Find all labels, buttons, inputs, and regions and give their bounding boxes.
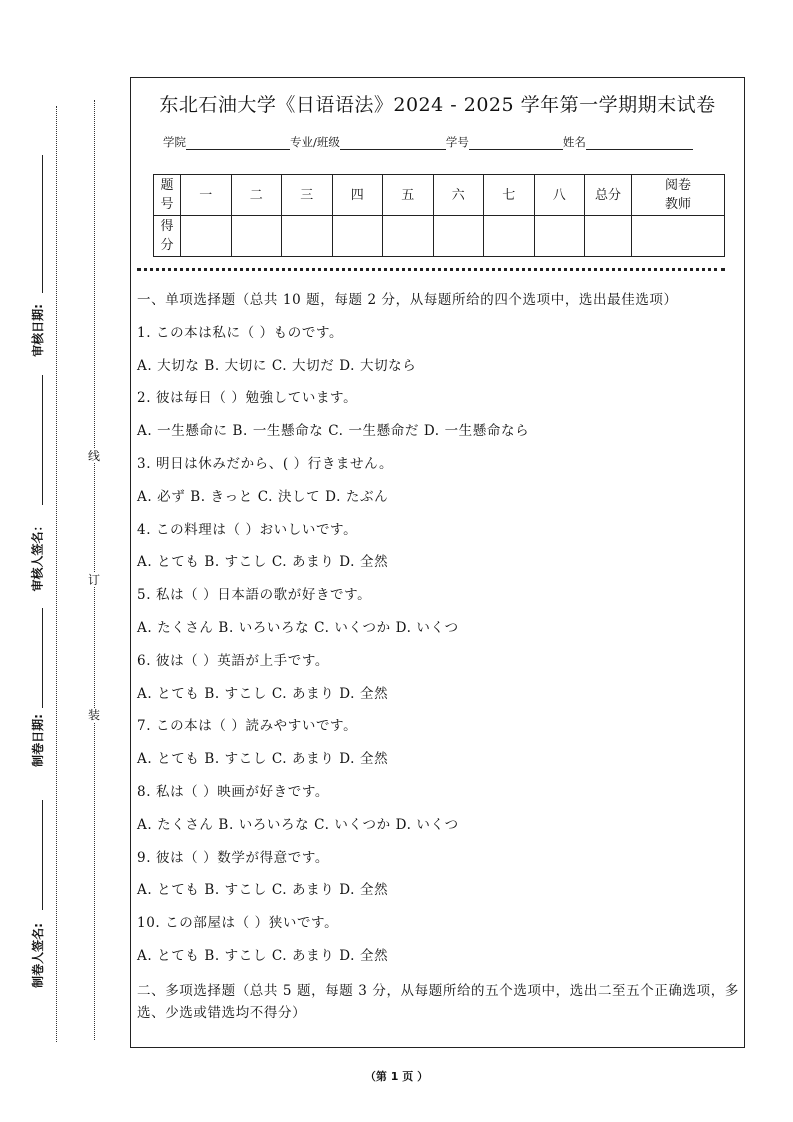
score-cell[interactable]	[332, 216, 383, 257]
dotted-separator	[137, 268, 725, 271]
binding-dotted-line-left	[56, 106, 57, 1042]
question-6: 6. 彼は（ ）英語が上手です。	[137, 652, 329, 669]
exam-frame	[130, 77, 745, 1048]
section2-heading: 二、多项选择题（总共 5 题，每题 3 分，从每题所给的五个选项中，选出二至五个正确选项，多选、少选或错选均不得分）	[137, 982, 739, 1021]
score-cell[interactable]	[534, 216, 585, 257]
question-1: 1. この本は私に（ ）ものです。	[137, 324, 344, 341]
col-1: 一	[181, 175, 232, 216]
binding-char-line: 线	[84, 449, 104, 463]
score-cell[interactable]	[433, 216, 484, 257]
question-9: 9. 彼は（ ）数学が得意です。	[137, 849, 329, 866]
maker-signature-label: 制卷人签名:	[30, 922, 45, 988]
score-table-score-row	[154, 216, 725, 257]
score-cell-total[interactable]	[585, 216, 632, 257]
col-total: 总分	[585, 175, 632, 216]
grader-cell[interactable]	[632, 216, 725, 257]
question-3-options: A. 必ず B. きっと C. 決して D. たぶん	[137, 488, 389, 505]
reviewer-signature-line	[42, 375, 43, 505]
question-2: 2. 彼は毎日（ ）勉強しています。	[137, 390, 358, 407]
page-number: （第 1 页 ）	[364, 1070, 429, 1083]
question-1-options: A. 大切な B. 大切に C. 大切だ D. 大切なら	[137, 357, 417, 374]
binding-char-order: 订	[84, 573, 104, 587]
score-table	[153, 174, 725, 257]
question-4: 4. この料理は（ ）おいしいです。	[137, 521, 358, 538]
binding-dotted-line-right	[94, 100, 95, 1040]
question-7-options: A. とても B. すこし C. あまり D. 全然	[137, 751, 389, 768]
name-label: 姓名	[562, 135, 586, 149]
major-class-label: 专业/班级	[290, 135, 340, 149]
question-10: 10. この部屋は（ ）狭いです。	[137, 915, 339, 932]
question-5-options: A. たくさん B. いろいろな C. いくつか D. いくつ	[137, 619, 459, 636]
question-8-options: A. たくさん B. いろいろな C. いくつか D. いくつ	[137, 816, 459, 833]
question-content	[137, 289, 743, 1024]
score-cell[interactable]	[231, 216, 282, 257]
col-5: 五	[383, 175, 434, 216]
col-3: 三	[282, 175, 333, 216]
college-label: 学院	[163, 135, 186, 149]
name-field[interactable]	[586, 137, 693, 150]
col-8: 八	[534, 175, 585, 216]
question-5: 5. 私は（ ）日本語の歌が好きです。	[137, 587, 372, 604]
question-10-options: A. とても B. すこし C. あまり D. 全然	[137, 947, 389, 964]
question-6-options: A. とても B. すこし C. あまり D. 全然	[137, 685, 389, 702]
score-cell[interactable]	[282, 216, 333, 257]
grader-label: 阅卷 教师	[632, 175, 725, 216]
score-cell[interactable]	[484, 216, 535, 257]
maker-signature-line	[42, 800, 43, 910]
question-7: 7. この本は（ ）読みやすいです。	[137, 718, 358, 735]
question-2-options: A. 一生懸命に B. 一生懸命な C. 一生懸命だ D. 一生懸命なら	[137, 423, 530, 440]
maker-date-label: 制卷日期:	[30, 713, 45, 767]
question-9-options: A. とても B. すこし C. あまり D. 全然	[137, 882, 389, 899]
score-label: 得 分	[154, 216, 181, 257]
score-cell[interactable]	[181, 216, 232, 257]
binding-char-mount: 装	[84, 708, 104, 722]
student-id-field[interactable]	[469, 137, 563, 150]
exam-title: 东北石油大学《日语语法》2024 - 2025 学年第一学期期末试卷	[159, 94, 716, 116]
reviewer-date-line	[42, 155, 43, 293]
question-8: 8. 私は（ ）映画が好きです。	[137, 783, 329, 800]
col-2: 二	[231, 175, 282, 216]
col-4: 四	[332, 175, 383, 216]
section1-heading: 一、单项选择题（总共 10 题，每题 2 分，从每题所给的四个选项中，选出最佳选项）	[137, 292, 678, 308]
score-cell[interactable]	[383, 216, 434, 257]
reviewer-signature-label: 审核人签名：	[30, 518, 45, 592]
student-info-row	[163, 134, 693, 150]
student-id-label: 学号	[445, 135, 469, 149]
college-field[interactable]	[186, 137, 290, 150]
question-number-label: 题 号	[154, 175, 181, 216]
maker-date-line	[42, 608, 43, 708]
question-3: 3. 明日は休みだから、( ）行きません。	[137, 455, 394, 472]
reviewer-date-label: 审核日期:	[30, 303, 45, 357]
col-6: 六	[433, 175, 484, 216]
score-table-header-row	[154, 175, 725, 216]
question-4-options: A. とても B. すこし C. あまり D. 全然	[137, 554, 389, 571]
major-class-field[interactable]	[340, 137, 446, 150]
col-7: 七	[484, 175, 535, 216]
